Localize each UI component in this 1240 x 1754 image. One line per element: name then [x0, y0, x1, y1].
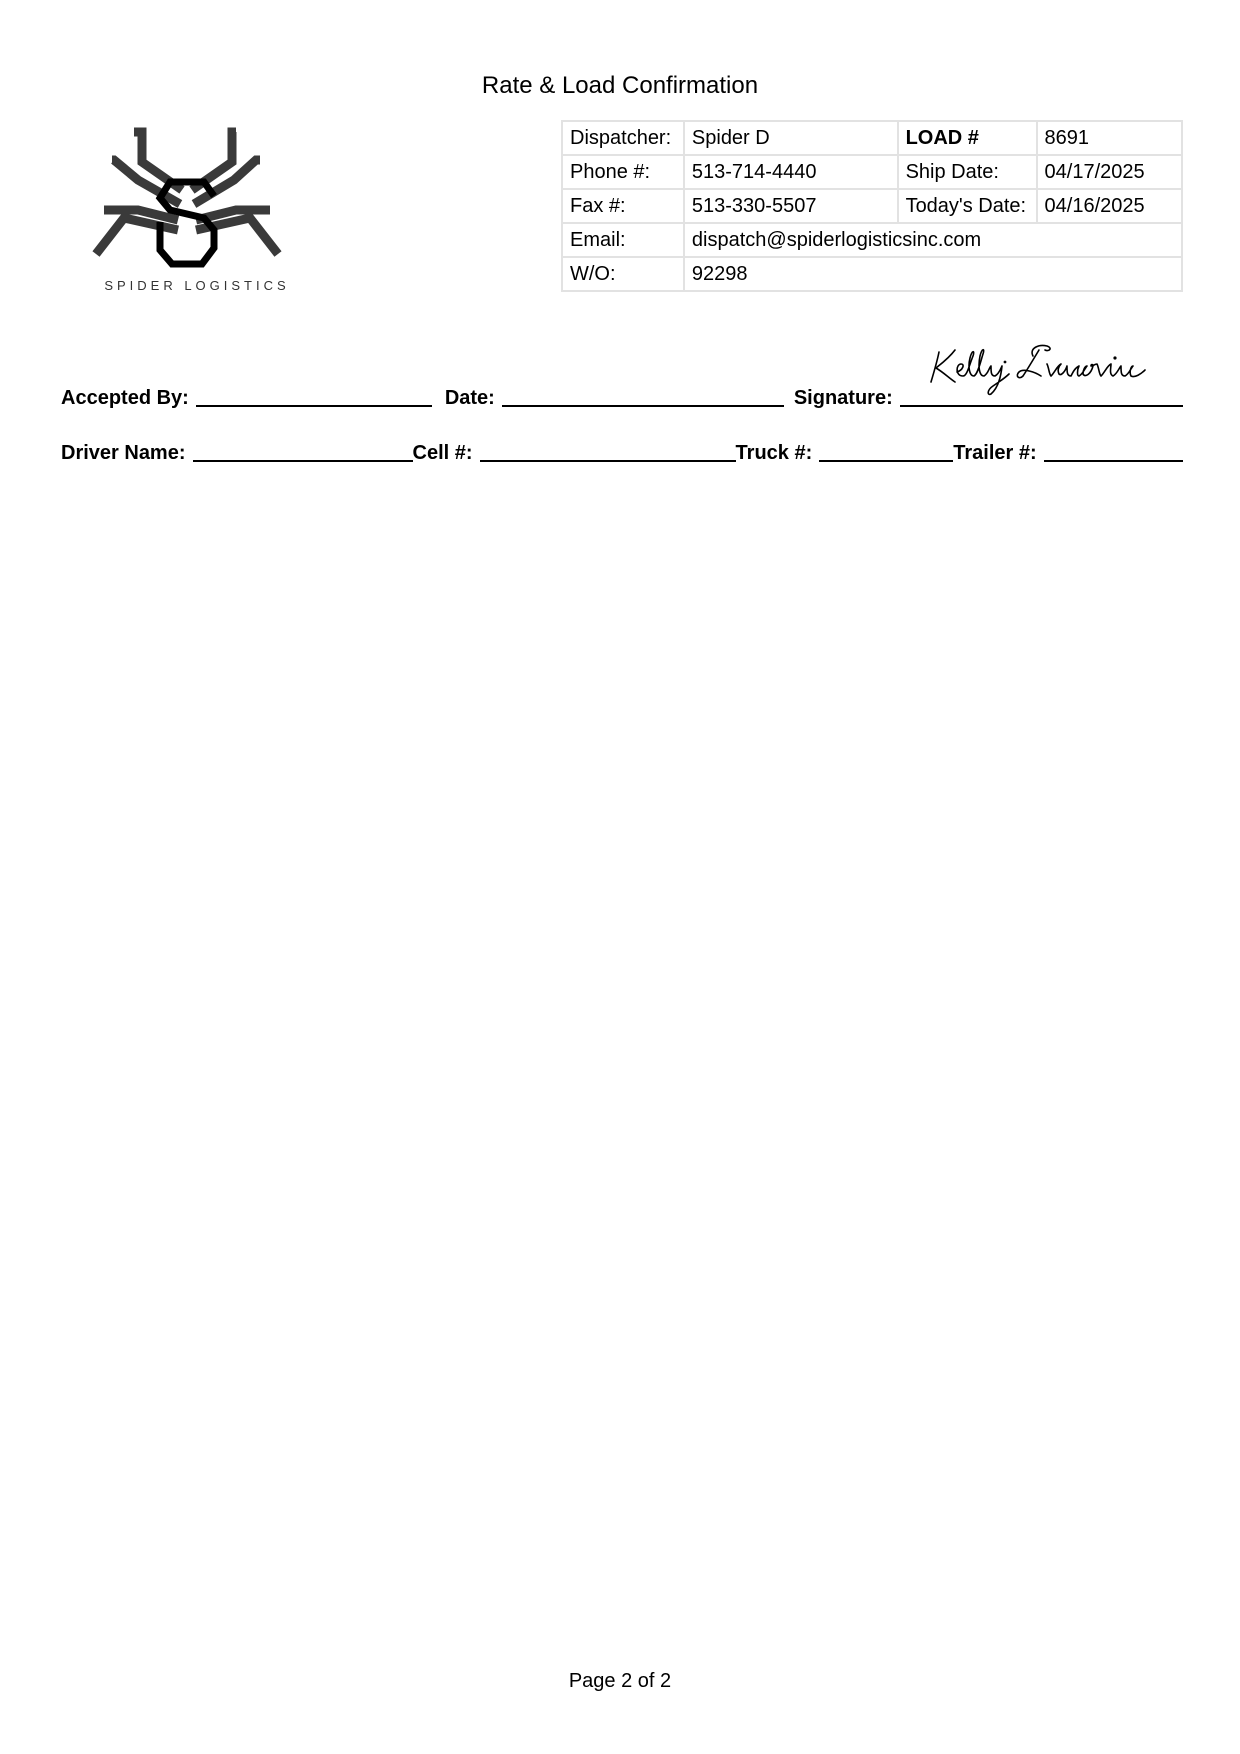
load-number-label: LOAD #	[898, 121, 1037, 155]
driver-name-label: Driver Name:	[61, 442, 186, 464]
driver-name-field[interactable]	[193, 438, 413, 462]
date-field[interactable]	[502, 383, 784, 407]
dispatcher-label: Dispatcher:	[562, 121, 684, 155]
table-row	[562, 121, 1182, 155]
trailer-label: Trailer #:	[953, 442, 1037, 464]
fax-value: 513-330-5507	[684, 189, 898, 223]
load-info-table	[561, 120, 1183, 292]
driver-row	[61, 438, 1183, 464]
truck-label: Truck #:	[735, 442, 813, 464]
table-row	[562, 223, 1182, 257]
table-row	[562, 155, 1182, 189]
document-title: Rate & Load Confirmation	[481, 72, 759, 99]
load-number-value: 8691	[1037, 121, 1182, 155]
todays-date-value: 04/16/2025	[1037, 189, 1182, 223]
todays-date-label: Today's Date:	[898, 189, 1037, 223]
accepted-by-field[interactable]	[196, 383, 432, 407]
work-order-label: W/O:	[562, 257, 684, 291]
signature-field[interactable]	[900, 383, 1183, 407]
email-value: dispatch@spiderlogisticsinc.com	[684, 223, 1182, 257]
table-row	[562, 189, 1182, 223]
accepted-by-label: Accepted By:	[61, 387, 189, 409]
email-label: Email:	[562, 223, 684, 257]
company-logo	[84, 118, 324, 318]
fax-label: Fax #:	[562, 189, 684, 223]
work-order-value: 92298	[684, 257, 1182, 291]
ship-date-label: Ship Date:	[898, 155, 1037, 189]
cell-label: Cell #:	[412, 442, 473, 464]
trailer-field[interactable]	[1044, 438, 1183, 462]
truck-field[interactable]	[819, 438, 953, 462]
signature-label: Signature:	[793, 387, 893, 409]
date-label: Date:	[444, 387, 495, 409]
cell-field[interactable]	[480, 438, 736, 462]
page-number: Page 2 of 2	[568, 1670, 672, 1692]
ship-date-value: 04/17/2025	[1037, 155, 1182, 189]
table-row	[562, 257, 1182, 291]
spider-s-logo-icon	[84, 118, 310, 278]
phone-label: Phone #:	[562, 155, 684, 189]
acceptance-row	[61, 383, 1183, 409]
logo-wordmark: SPIDER LOGISTICS	[104, 278, 290, 293]
phone-value: 513-714-4440	[684, 155, 898, 189]
dispatcher-value: Spider D	[684, 121, 898, 155]
